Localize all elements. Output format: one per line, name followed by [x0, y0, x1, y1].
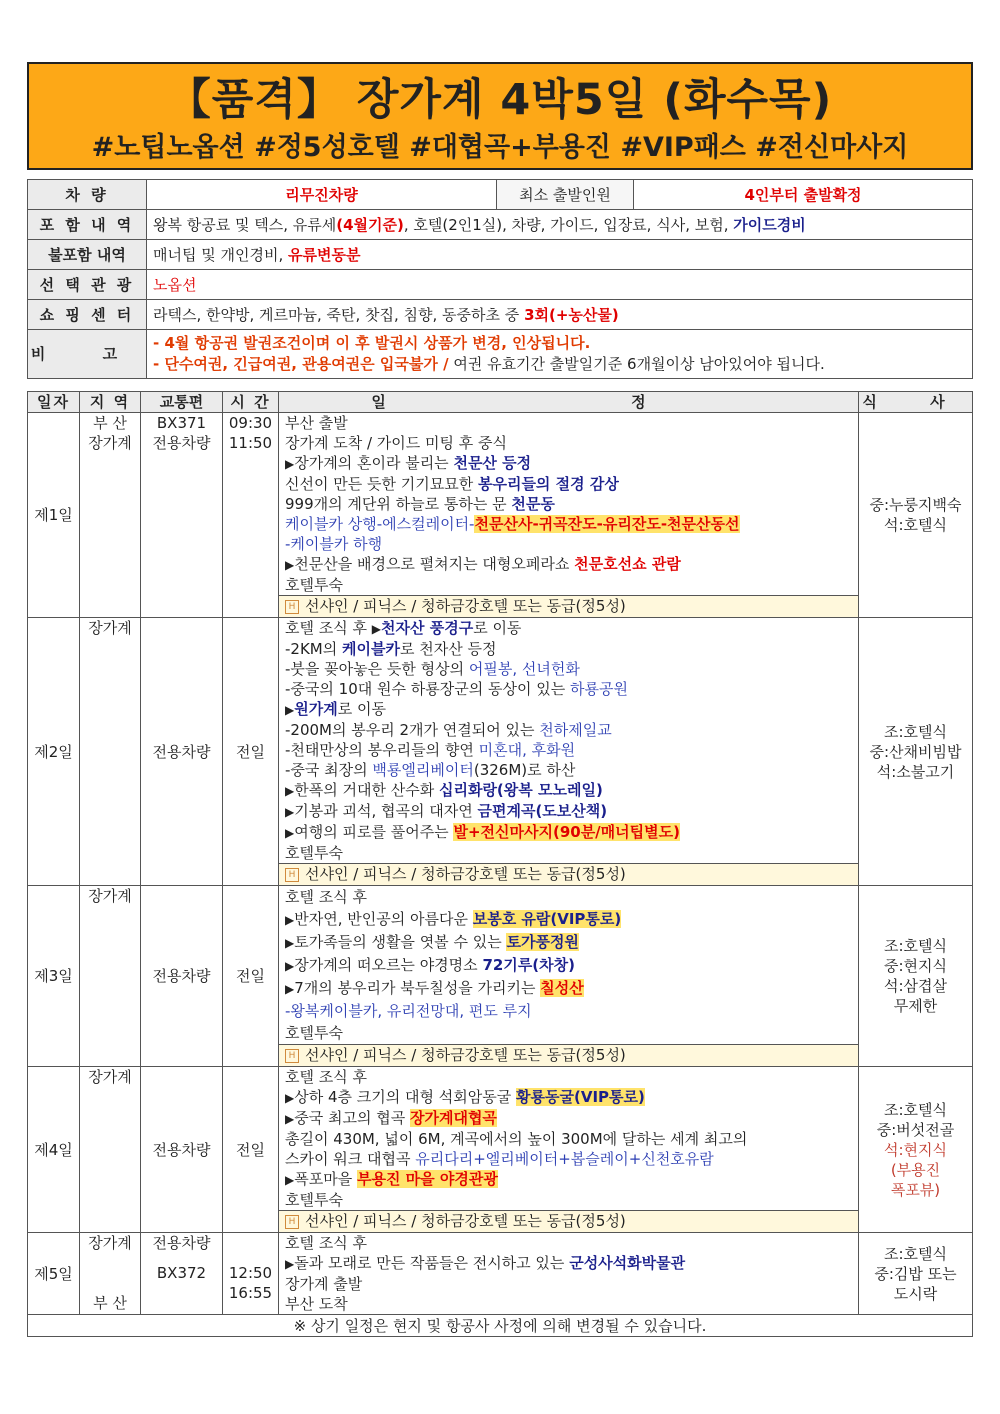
day-5-region: 장가계 부 산 — [80, 1233, 141, 1315]
day-3-hotel: H 선샤인 / 피닉스 / 청하금강호텔 또는 동급(정5성) — [279, 1044, 858, 1066]
optional-tour-label: 선 택 관 광 — [28, 270, 147, 300]
optional-tour-value: 노옵션 — [147, 270, 973, 300]
header-time: 시 간 — [223, 392, 279, 413]
day-1-label: 제1일 — [28, 413, 80, 618]
day-5-label: 제5일 — [28, 1233, 80, 1315]
day-4-transport: 전용차량 — [141, 1067, 223, 1233]
day-2-time: 전일 — [223, 618, 279, 886]
inclusions-value: 왕복 항공료 및 텍스, 유류세(4월기준), 호텔(2인1실), 차량, 가이드, 입장료, 식사, 보험, 가이드경비 — [147, 210, 973, 240]
day-2-hotel: H 선샤인 / 피닉스 / 청하금강호텔 또는 동급(정5성) — [279, 863, 858, 885]
header-itinerary: 일 정 — [279, 392, 859, 413]
arrow-icon: ▶ — [285, 913, 295, 927]
day-3-region: 장가계 — [80, 886, 141, 1067]
shopping-row — [28, 300, 973, 330]
day-2-label: 제2일 — [28, 618, 80, 886]
arrow-icon: ▶ — [371, 622, 382, 636]
day-3-time: 전일 — [223, 886, 279, 1067]
day-4-region: 장가계 — [80, 1067, 141, 1233]
day-1-itinerary: 부산 출발 장가계 도착 / 가이드 미팅 후 중식 ▶장가계의 혼이라 불리는 천문산 등정 신선이 만든 듯한 기기묘묘한 봉우리들의 절경 감상 999개의 계단위 하늘로 통하는 문 천문동 케이블카 상행-에스컬레이터-천문산사-귀곡잔도-유리잔도-천문산동선 -케이블카 하행 ▶천문산을 배경으로 펼쳐지는 대형오페라쇼 천문호선쇼 관람 호텔투숙 H 선샤인 / 피닉스 / 청하금강호텔 또는 동급(정5성) — [279, 413, 859, 618]
vehicle-label: 차 량 — [28, 180, 147, 210]
arrow-icon: ▶ — [285, 959, 295, 973]
day-1-hotel: H 선샤인 / 피닉스 / 청하금강호텔 또는 동급(정5성) — [279, 595, 858, 617]
header-transport: 교통편 — [141, 392, 223, 413]
day-5-itinerary: 호텔 조식 후 ▶돌과 모래로 만든 작품들은 전시하고 있는 군성사석화박물관 장가계 출발 부산 도착 — [279, 1233, 859, 1315]
hotel-icon: H — [285, 1049, 299, 1063]
arrow-icon: ▶ — [285, 703, 295, 717]
day-4-time: 전일 — [223, 1067, 279, 1233]
day-5-transport: 전용차량 BX372 — [141, 1233, 223, 1315]
hotel-icon: H — [285, 868, 299, 882]
arrow-icon: ▶ — [285, 784, 295, 798]
notes-row — [28, 330, 973, 379]
day-4-itinerary: 호텔 조식 후 ▶상하 4층 크기의 대형 석회암동굴 황룡동굴(VIP통로) ▶중국 최고의 협곡 장가계대협곡 총길이 430M, 넓이 6M, 계곡에서의 높이 300M에 달하는 세계 최고의 스카이 워크 대협곡 유리다리+엘리베이터+봅슬레이+신천호유람 ▶폭포마을 부용진 마을 야경관광 호텔투숙 H 선샤인 / 피닉스 / 청하금강호텔 또는 동급(정5성) — [279, 1067, 859, 1233]
header-meals: 식 사 — [859, 392, 973, 413]
day-3-itinerary: 호텔 조식 후 ▶반자연, 반인공의 아름다운 보봉호 유람(VIP통로) ▶토가족들의 생활을 엿볼 수 있는 토가풍정원 ▶장가계의 떠오르는 야경명소 72기루(차창) ▶7개의 봉우리가 북두칠성을 가리키는 칠성산 -왕복케이블카, 유리전망대, 편도 루지 호텔투숙 H 선샤인 / 피닉스 / 청하금강호텔 또는 동급(정5성) — [279, 886, 859, 1067]
day-4-meals: 조:호텔식 중:버섯전골 석:현지식 (부용진 폭포뷰) — [859, 1067, 973, 1233]
vehicle-row — [28, 180, 973, 210]
day-5-meals: 조:호텔식 중:김밥 또는 도시락 — [859, 1233, 973, 1315]
min-people-label: 최소 출발인원 — [497, 180, 634, 210]
exclusions-label: 불포함 내역 — [28, 240, 147, 270]
hotel-icon: H — [285, 1215, 299, 1229]
day-2-region: 장가계 — [80, 618, 141, 886]
optional-tour-row — [28, 270, 973, 300]
arrow-icon: ▶ — [285, 457, 295, 471]
arrow-icon: ▶ — [285, 936, 295, 950]
day-5-row — [28, 1233, 973, 1315]
notes-label: 비 고 — [28, 330, 147, 379]
arrow-icon: ▶ — [285, 1091, 295, 1105]
notes-value: - 4월 항공권 발권조건이며 이 후 발권시 상품가 변경, 인상됩니다. - 단수여권, 긴급여권, 관용여권은 입국불가 / 여권 유효기간 출발일기준 6개월이상 남아있어야 됩니다. — [147, 330, 973, 379]
day-2-itinerary: 호텔 조식 후 ▶천자산 풍경구로 이동 -2KM의 케이블카로 천자산 등정 -붓을 꽂아놓은 듯한 형상의 어필봉, 선녀헌화 -중국의 10대 원수 하룡장군의 동상이 있는 하룡공원 ▶원가계로 이동 -200M의 봉우리 2개가 연결되어 있는 천하제일교 -천태만상의 봉우리들의 향연 미혼대, 후화원 -중국 최장의 백룡엘리베이터(326M)로 하산 ▶한폭의 거대한 산수화 십리화랑(왕복 모노레일) ▶기봉과 괴석, 협곡의 대자연 금편계곡(도보산책) ▶여행의 피로를 풀어주는 발+전신마사지(90분/매너팁별도) 호텔투숙 H 선샤인 / 피닉스 / 청하금강호텔 또는 동급(정5성) — [279, 618, 859, 886]
info-table — [27, 179, 973, 379]
day-1-row — [28, 413, 973, 618]
title-banner — [27, 62, 973, 170]
inclusions-row — [28, 210, 973, 240]
footer-note: ※ 상기 일정은 현지 및 항공사 사정에 의해 변경될 수 있습니다. — [28, 1315, 973, 1337]
hotel-icon: H — [285, 600, 299, 614]
day-3-row — [28, 886, 973, 1067]
hashtag-line: #노팁노옵션 #정5성호텔 #대협곡+부용진 #VIP패스 #전신마사지 — [91, 132, 909, 163]
page-title: 【품격】 장가계 4박5일 (화수목) — [167, 75, 833, 125]
footer-row — [28, 1315, 973, 1337]
day-1-time: 09:30 11:50 — [223, 413, 279, 618]
day-2-meals: 조:호텔식 중:산채비빔밥 석:소불고기 — [859, 618, 973, 886]
inclusions-label: 포 함 내 역 — [28, 210, 147, 240]
schedule-table — [27, 391, 973, 1337]
exclusions-value: 매너팁 및 개인경비, 유류변동분 — [147, 240, 973, 270]
shopping-label: 쇼 핑 센 터 — [28, 300, 147, 330]
header-day: 일자 — [28, 392, 80, 413]
day-2-row — [28, 618, 973, 886]
arrow-icon: ▶ — [285, 1173, 295, 1187]
day-1-meals: 중:누룽지백숙 석:호텔식 — [859, 413, 973, 618]
header-region: 지 역 — [80, 392, 141, 413]
min-people-value: 4인부터 출발확정 — [634, 180, 973, 210]
exclusions-row — [28, 240, 973, 270]
arrow-icon: ▶ — [285, 982, 295, 996]
day-4-label: 제4일 — [28, 1067, 80, 1233]
vehicle-value: 리무진차량 — [147, 180, 497, 210]
day-4-row — [28, 1067, 973, 1233]
day-4-hotel: H 선샤인 / 피닉스 / 청하금강호텔 또는 동급(정5성) — [279, 1210, 858, 1232]
day-3-meals: 조:호텔식 중:현지식 석:삼겹살 무제한 — [859, 886, 973, 1067]
shopping-value: 라텍스, 한약방, 게르마늄, 죽탄, 찻집, 침향, 동중하초 중 3회(+농산물) — [147, 300, 973, 330]
day-3-label: 제3일 — [28, 886, 80, 1067]
arrow-icon: ▶ — [285, 805, 295, 819]
arrow-icon: ▶ — [285, 1257, 295, 1271]
day-5-time: 12:50 16:55 — [223, 1233, 279, 1315]
arrow-icon: ▶ — [285, 1112, 295, 1126]
arrow-icon: ▶ — [285, 558, 295, 572]
day-3-transport: 전용차량 — [141, 886, 223, 1067]
day-2-transport: 전용차량 — [141, 618, 223, 886]
day-1-transport: BX371 전용차량 — [141, 413, 223, 618]
schedule-header — [28, 392, 973, 413]
arrow-icon: ▶ — [285, 826, 295, 840]
day-1-region: 부 산 장가계 — [80, 413, 141, 618]
